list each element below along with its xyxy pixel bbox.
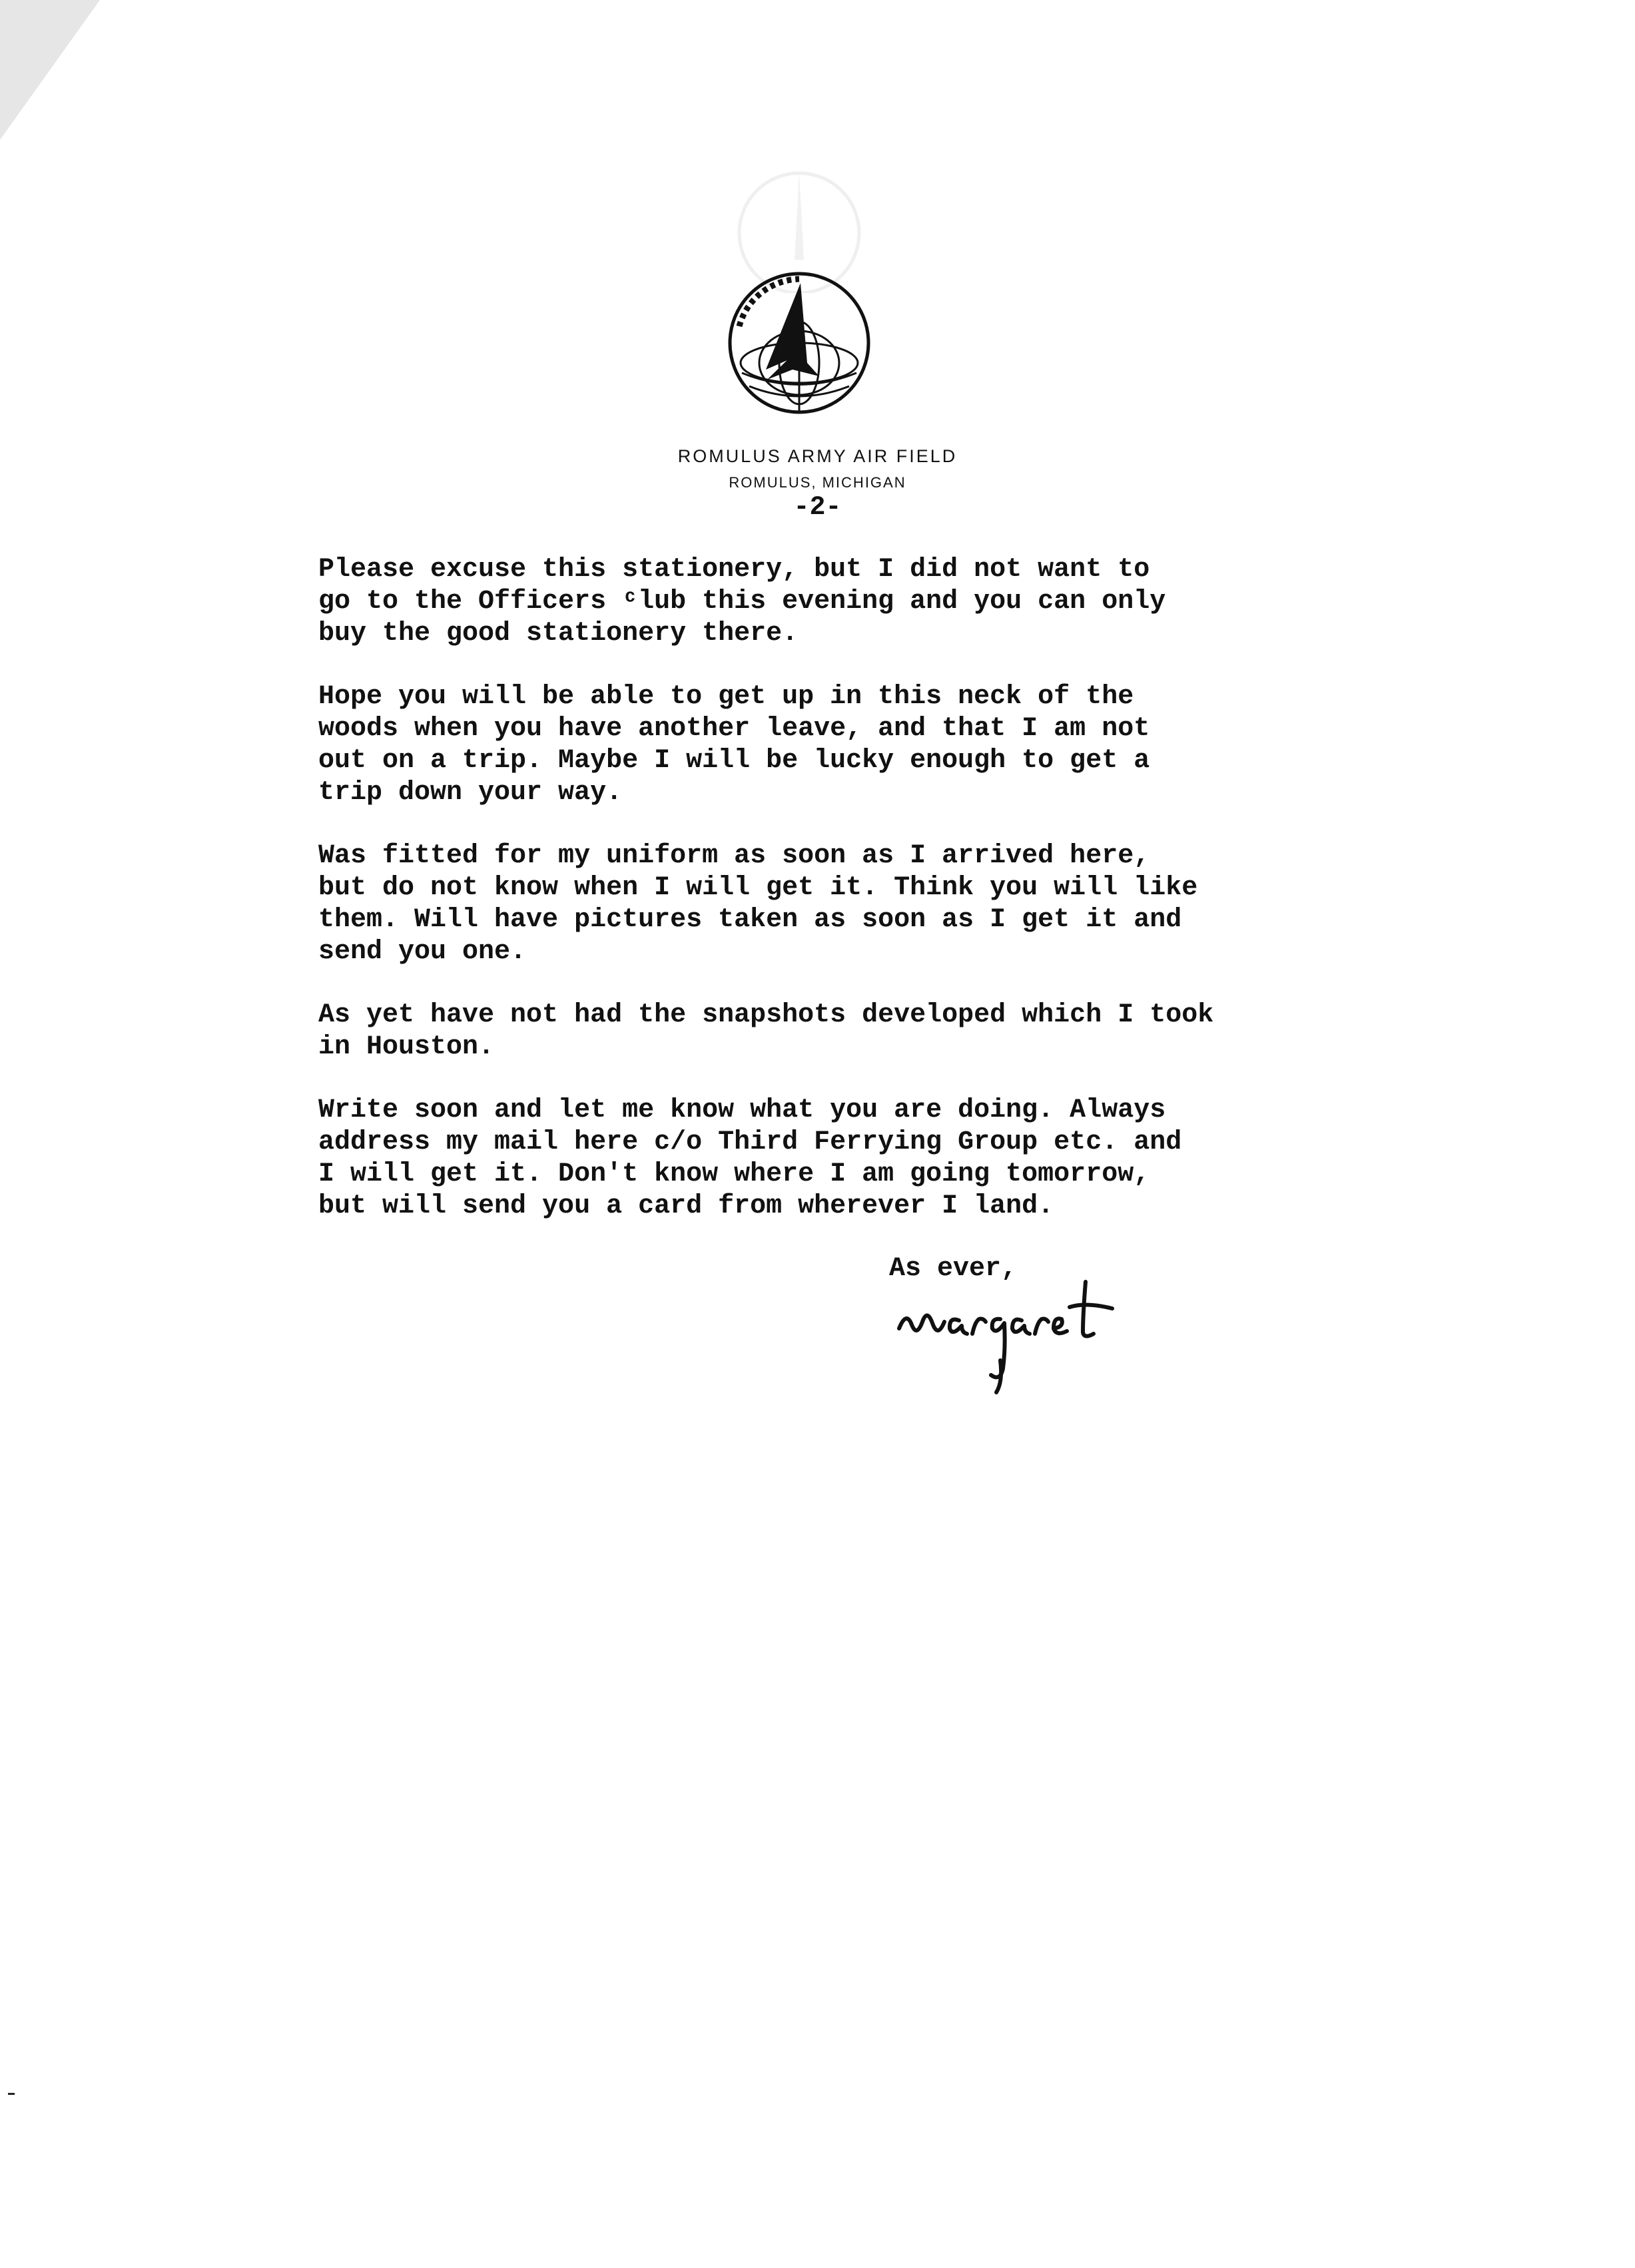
paragraph-snapshots: As yet have not had the snapshots developed which I took in Houston. [318,1000,1214,1062]
paragraph-uniform: Was fitted for my uniform as soon as I arrived here, but do not know when I will get it. Think you will like them. Will have pictures taken as soon as I get it and send you one. [318,841,1198,967]
paragraph-visit: Hope you will be able to get up in this neck of the woods when you have another leave, and that I am not out on a trip. Maybe I will be lucky enough to get a trip down your way. [318,682,1150,808]
page-number: -2- [793,493,842,523]
globe-tower-icon [719,263,876,420]
scan-edge-mark [8,2093,15,2095]
letterhead-title: ROMULUS ARMY AIR FIELD [677,446,958,466]
handwritten-signature [886,1275,1165,1422]
paragraph-write-soon: Write soon and let me know what you are doing. Always address my mail here c/o Third Ferrying Group etc. and I will get it. Don't know where I am going tomorrow, but will send you a card from wherever I land. [318,1095,1182,1221]
signature-drawing [886,1275,1165,1422]
paragraph-stationery: Please excuse this stationery, but I did not want to go to the Officers ᶜlub this evening and you can only buy the good stationery there. [318,555,1166,649]
scan-corner-shadow [0,0,100,140]
letterhead-location: ROMULUS, MICHIGAN [729,474,906,491]
letter-body [318,554,1417,1254]
closing-line: As ever, [889,1254,1018,1284]
